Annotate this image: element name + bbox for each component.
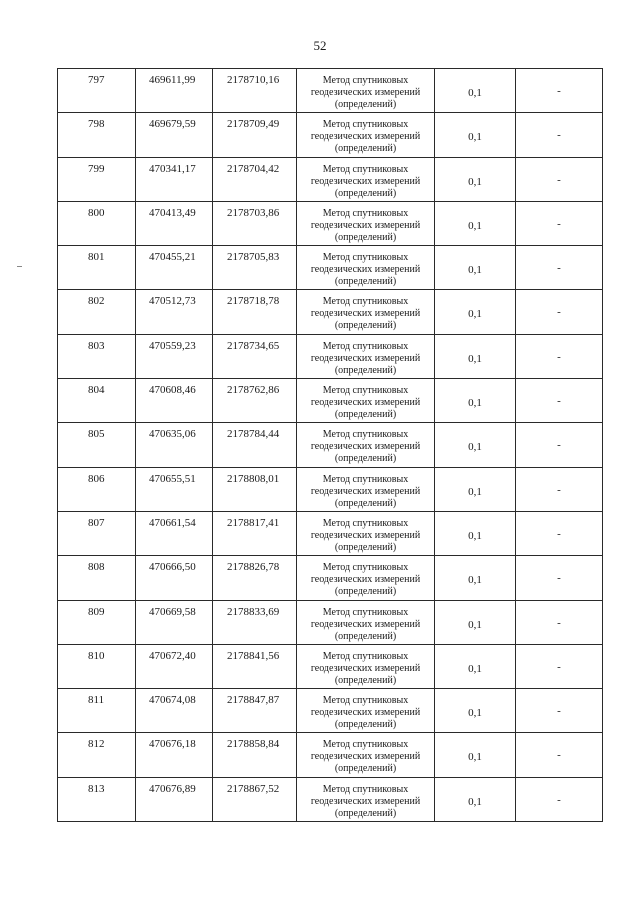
point-number: 801 [88,251,105,264]
point-number: 810 [88,649,105,662]
measurement-method: Метод спутниковых геодезических измерений (определений) [310,650,421,686]
note-dash: - [557,173,561,186]
coordinate-x: 470669,58 [149,605,196,618]
measurement-method: Метод спутниковых геодезических измерений (определений) [310,340,421,376]
table-cell-measurement-method [297,290,435,334]
table-cell-coordinate-y [213,201,297,245]
table-row [58,157,603,201]
note-dash: - [557,483,561,496]
table-cell-coordinate-x [136,113,213,157]
coordinate-x: 470661,54 [149,516,196,529]
coordinate-y: 2178710,16 [227,74,280,86]
coordinate-y: 2178705,83 [227,251,280,264]
table-cell-measurement-method [297,201,435,245]
coordinate-x: 470455,21 [149,251,196,264]
table-cell-coordinate-y [213,113,297,157]
table-cell-accuracy-value [435,777,516,821]
table-cell-measurement-method [297,69,435,113]
table-cell-coordinate-x [136,334,213,378]
page-number: 52 [313,38,327,53]
table-cell-coordinate-y [213,689,297,733]
table-cell-accuracy-value [435,157,516,201]
point-number: 811 [88,694,105,707]
accuracy-value: 0,1 [468,352,482,365]
point-number: 803 [88,339,105,352]
table-cell-note-dash [516,379,603,423]
table-cell-point-number [58,290,136,334]
table-cell-coordinate-x [136,777,213,821]
coordinate-x: 470413,49 [149,206,196,219]
table-cell-measurement-method [297,644,435,688]
table-cell-coordinate-y [213,733,297,777]
coordinate-y: 2178703,86 [227,206,280,219]
accuracy-value: 0,1 [468,219,482,232]
table-row [58,246,603,290]
table-cell-coordinate-x [136,733,213,777]
table-cell-coordinate-y [213,467,297,511]
table-cell-measurement-method [297,556,435,600]
table-cell-coordinate-x [136,467,213,511]
accuracy-value: 0,1 [468,574,482,587]
scan-artifact-mark [17,266,22,267]
accuracy-value: 0,1 [468,308,482,321]
accuracy-value: 0,1 [468,618,482,631]
table-cell-coordinate-y [213,334,297,378]
note-dash: - [557,616,561,629]
point-number: 807 [88,516,105,529]
coordinate-y: 2178762,86 [227,384,280,397]
table-cell-coordinate-x [136,69,213,113]
measurement-method: Метод спутниковых геодезических измерений (определений) [310,606,421,642]
table-cell-accuracy-value [435,733,516,777]
note-dash: - [557,395,561,408]
table-cell-point-number [58,689,136,733]
table-cell-coordinate-x [136,379,213,423]
table-cell-coordinate-x [136,246,213,290]
coordinate-y: 2178817,41 [227,516,280,529]
table-row [58,600,603,644]
table-cell-accuracy-value [435,290,516,334]
table-cell-accuracy-value [435,334,516,378]
accuracy-value: 0,1 [468,264,482,277]
table-cell-measurement-method [297,113,435,157]
table-cell-note-dash [516,201,603,245]
measurement-method: Метод спутниковых геодезических измерений (определений) [310,296,421,332]
table-cell-point-number [58,379,136,423]
point-number: 799 [88,162,105,175]
accuracy-value: 0,1 [468,175,482,188]
coordinate-x: 470674,08 [149,694,196,707]
coordinate-x: 470559,23 [149,339,196,352]
table-cell-coordinate-x [136,600,213,644]
accuracy-value: 0,1 [468,662,482,675]
accuracy-value: 0,1 [468,707,482,720]
table-cell-measurement-method [297,246,435,290]
coordinate-x: 470512,73 [149,295,196,308]
table-cell-accuracy-value [435,689,516,733]
point-number: 800 [88,206,105,219]
table-cell-coordinate-x [136,689,213,733]
table-row [58,423,603,467]
coordinate-x: 469611,99 [149,74,196,86]
coordinate-x: 470676,18 [149,738,196,751]
note-dash: - [557,749,561,762]
table-cell-measurement-method [297,379,435,423]
table-cell-coordinate-y [213,157,297,201]
coordinate-x: 469679,59 [149,118,196,131]
table-cell-measurement-method [297,600,435,644]
accuracy-value: 0,1 [468,441,482,454]
accuracy-value: 0,1 [468,485,482,498]
table-row [58,644,603,688]
table-cell-coordinate-y [213,644,297,688]
note-dash: - [557,129,561,142]
coordinate-y: 2178826,78 [227,561,280,574]
table-cell-measurement-method [297,157,435,201]
table-row [58,777,603,821]
table-row [58,733,603,777]
table-cell-point-number [58,113,136,157]
coordinate-y: 2178858,84 [227,738,280,751]
measurement-method: Метод спутниковых геодезических измерений (определений) [310,207,421,243]
coordinate-x: 470672,40 [149,649,196,662]
table-cell-point-number [58,246,136,290]
table-cell-measurement-method [297,334,435,378]
table-cell-note-dash [516,69,603,113]
coordinate-y: 2178718,78 [227,295,280,308]
coordinate-y: 2178709,49 [227,118,280,131]
table-row [58,201,603,245]
note-dash: - [557,85,561,97]
accuracy-value: 0,1 [468,131,482,144]
table-cell-coordinate-x [136,511,213,555]
table-row [58,689,603,733]
accuracy-value: 0,1 [468,87,482,99]
coordinate-y: 2178734,65 [227,339,280,352]
table-cell-coordinate-x [136,423,213,467]
table-cell-measurement-method [297,467,435,511]
table-cell-coordinate-x [136,556,213,600]
table-row [58,467,603,511]
table-cell-coordinate-x [136,644,213,688]
table-row [58,113,603,157]
table-row [58,379,603,423]
note-dash: - [557,439,561,452]
coordinate-y: 2178704,42 [227,162,280,175]
measurement-method: Метод спутниковых геодезических измерений (определений) [310,695,421,731]
accuracy-value: 0,1 [468,751,482,764]
coordinate-x: 470676,89 [149,782,196,795]
point-number: 805 [88,428,105,441]
table-row [58,334,603,378]
measurement-method: Метод спутниковых геодезических измерений (определений) [310,75,421,110]
measurement-method: Метод спутниковых геодезических измерений (определений) [310,252,421,288]
note-dash: - [557,306,561,319]
coordinate-y: 2178784,44 [227,428,280,441]
table-cell-point-number [58,69,136,113]
table-cell-point-number [58,556,136,600]
table-cell-coordinate-y [213,69,297,113]
table-cell-note-dash [516,733,603,777]
table-cell-coordinate-y [213,511,297,555]
measurement-method: Метод спутниковых геодезических измерений (определений) [310,739,421,775]
table-cell-coordinate-y [213,556,297,600]
note-dash: - [557,793,561,806]
point-number: 797 [88,74,105,86]
coordinate-x: 470635,06 [149,428,196,441]
table-cell-coordinate-y [213,600,297,644]
table-row [58,69,603,113]
table-cell-accuracy-value [435,600,516,644]
table-cell-measurement-method [297,689,435,733]
note-dash: - [557,350,561,363]
measurement-method: Метод спутниковых геодезических измерений (определений) [310,562,421,598]
note-dash: - [557,660,561,673]
table-row [58,290,603,334]
coordinate-x: 470608,46 [149,384,196,397]
table-cell-note-dash [516,600,603,644]
table-cell-accuracy-value [435,69,516,113]
measurement-method: Метод спутниковых геодезических измерений (определений) [310,429,421,465]
table-row [58,556,603,600]
table-cell-note-dash [516,511,603,555]
table-cell-accuracy-value [435,467,516,511]
table-cell-note-dash [516,423,603,467]
table-cell-point-number [58,467,136,511]
table-cell-point-number [58,644,136,688]
table-cell-note-dash [516,689,603,733]
coordinate-y: 2178833,69 [227,605,280,618]
coordinate-y: 2178867,52 [227,782,280,795]
measurement-method: Метод спутниковых геодезических измерений (определений) [310,163,421,199]
coordinate-x: 470666,50 [149,561,196,574]
measurement-method: Метод спутниковых геодезических измерений (определений) [310,473,421,509]
note-dash: - [557,705,561,718]
table-cell-accuracy-value [435,423,516,467]
coordinate-y: 2178841,56 [227,649,280,662]
table-cell-measurement-method [297,511,435,555]
coordinate-x: 470341,17 [149,162,196,175]
table-cell-coordinate-y [213,290,297,334]
note-dash: - [557,262,561,275]
coordinates-table-body [58,69,603,822]
table-cell-point-number [58,334,136,378]
table-cell-measurement-method [297,423,435,467]
table-cell-point-number [58,157,136,201]
table-cell-note-dash [516,556,603,600]
measurement-method: Метод спутниковых геодезических измерений (определений) [310,385,421,421]
note-dash: - [557,217,561,230]
table-cell-coordinate-x [136,201,213,245]
table-cell-measurement-method [297,733,435,777]
table-cell-note-dash [516,777,603,821]
table-cell-accuracy-value [435,556,516,600]
point-number: 813 [88,782,105,795]
coordinate-x: 470655,51 [149,472,196,485]
table-cell-note-dash [516,467,603,511]
point-number: 804 [88,384,105,397]
table-cell-point-number [58,201,136,245]
table-cell-coordinate-x [136,290,213,334]
point-number: 812 [88,738,105,751]
table-cell-point-number [58,777,136,821]
coordinate-y: 2178847,87 [227,694,280,707]
point-number: 806 [88,472,105,485]
table-cell-coordinate-y [213,777,297,821]
table-cell-note-dash [516,290,603,334]
measurement-method: Метод спутниковых геодезических измерений (определений) [310,119,421,155]
table-cell-coordinate-y [213,423,297,467]
table-row [58,511,603,555]
point-number: 809 [88,605,105,618]
coordinate-y: 2178808,01 [227,472,280,485]
note-dash: - [557,572,561,585]
table-cell-accuracy-value [435,644,516,688]
point-number: 798 [88,118,105,131]
accuracy-value: 0,1 [468,795,482,808]
table-cell-point-number [58,511,136,555]
table-cell-note-dash [516,334,603,378]
measurement-method: Метод спутниковых геодезических измерений (определений) [310,517,421,553]
table-cell-coordinate-y [213,379,297,423]
table-cell-note-dash [516,644,603,688]
table-cell-accuracy-value [435,379,516,423]
point-number: 802 [88,295,105,308]
table-cell-accuracy-value [435,113,516,157]
table-cell-measurement-method [297,777,435,821]
measurement-method: Метод спутниковых геодезических измерений (определений) [310,783,421,819]
table-cell-accuracy-value [435,246,516,290]
table-cell-point-number [58,600,136,644]
table-cell-note-dash [516,246,603,290]
table-cell-note-dash [516,113,603,157]
accuracy-value: 0,1 [468,397,482,410]
table-cell-point-number [58,423,136,467]
table-cell-coordinate-x [136,157,213,201]
table-cell-coordinate-y [213,246,297,290]
table-cell-point-number [58,733,136,777]
accuracy-value: 0,1 [468,529,482,542]
table-cell-accuracy-value [435,201,516,245]
point-number: 808 [88,561,105,574]
note-dash: - [557,527,561,540]
table-cell-note-dash [516,157,603,201]
table-cell-accuracy-value [435,511,516,555]
coordinates-table [57,68,603,822]
